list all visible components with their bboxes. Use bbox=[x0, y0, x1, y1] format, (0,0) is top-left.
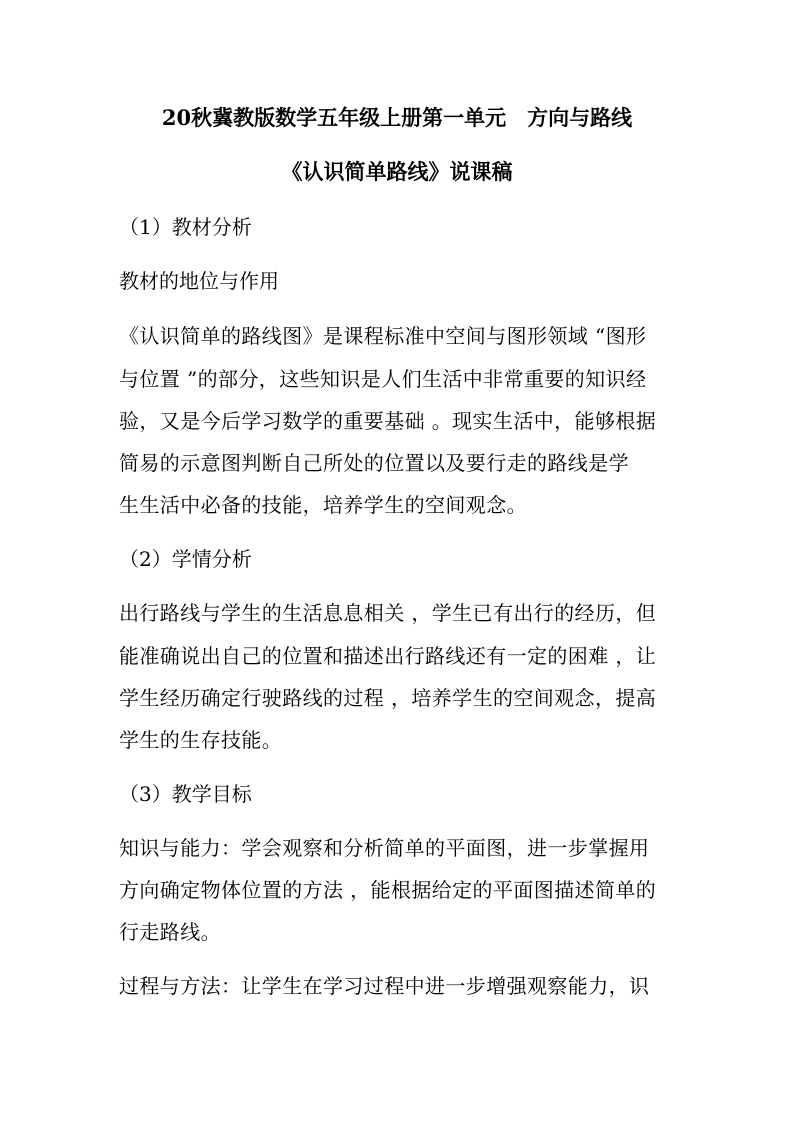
section-heading-teaching-goals: （3）教学目标 bbox=[119, 782, 252, 806]
document-title: 20秋冀教版数学五年级上册第一单元 方向与路线 bbox=[161, 105, 633, 130]
section-heading-student-analysis: （2）学情分析 bbox=[119, 547, 252, 571]
paragraph-line: 简易的示意图判断自己所处的位置以及要行走的路线是学 bbox=[119, 451, 629, 475]
paragraph-line: 学生的生存技能。 bbox=[119, 728, 283, 752]
paragraph-line: 过程与方法：让学生在学习过程中进一步增强观察能力，识 bbox=[119, 974, 650, 998]
paragraph-line: 知识与能力：学会观察和分析简单的平面图，进一步掌握用 bbox=[119, 836, 650, 860]
subheading-role: 教材的地位与作用 bbox=[119, 269, 279, 293]
paragraph-line: 能准确说出自己的位置和描述出行路线还有一定的困难 ，让 bbox=[119, 644, 657, 668]
paragraph-line: 与位置 ”的部分，这些知识是人们生活中非常重要的知识经 bbox=[119, 367, 647, 391]
paragraph-line: 方向确定物体位置的方法 ，能根据给定的平面图描述简单的 bbox=[119, 878, 657, 902]
paragraph-line: 学生经历确定行驶路线的过程 ，培养学生的空间观念，提高 bbox=[119, 686, 657, 710]
paragraph-line: 验，又是今后学习数学的重要基础 。现实生活中，能够根据 bbox=[119, 409, 657, 433]
section-heading-materials-analysis: （1）教材分析 bbox=[119, 215, 252, 239]
paragraph-line: 生生活中必备的技能，培养学生的空间观念。 bbox=[119, 493, 527, 517]
paragraph-line: 出行路线与学生的生活息息相关 ，学生已有出行的经历，但 bbox=[119, 601, 657, 625]
paragraph-line: 《认识简单的路线图》是课程标准中空间与图形领域 “图形 bbox=[119, 324, 647, 348]
paragraph-line: 行走路线。 bbox=[119, 920, 221, 944]
document-subtitle: 《认识简单路线》说课稿 bbox=[281, 159, 513, 184]
